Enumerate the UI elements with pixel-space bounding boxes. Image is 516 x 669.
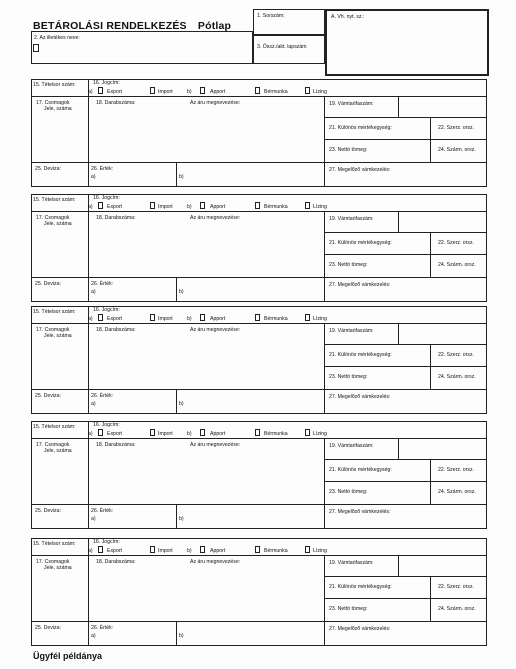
tetelszam-label: 15. Tételsor szám: bbox=[33, 82, 76, 88]
row-divider bbox=[31, 389, 487, 390]
row-divider bbox=[31, 504, 487, 505]
row-divider bbox=[324, 481, 487, 482]
szerz-label: 22. Szerz. orsz. bbox=[438, 240, 475, 246]
col-divider bbox=[176, 162, 177, 187]
col-divider bbox=[324, 504, 325, 529]
megelozo-label: 27. Megelőző vámkezelés: bbox=[329, 394, 391, 400]
ertek-label: 26. Érték: bbox=[91, 393, 114, 399]
netto-input[interactable] bbox=[326, 496, 428, 503]
netto-input[interactable] bbox=[326, 381, 428, 388]
ertek-a-input[interactable] bbox=[96, 515, 174, 528]
megelozo-input[interactable] bbox=[326, 289, 485, 301]
megnevezes-input[interactable] bbox=[90, 449, 322, 502]
col-divider bbox=[398, 96, 399, 117]
ertek-b-label: b) bbox=[179, 174, 184, 180]
row-divider bbox=[31, 162, 487, 163]
kulonos-input[interactable] bbox=[326, 247, 428, 253]
kulonos-input[interactable] bbox=[326, 359, 428, 365]
ertek-b-input[interactable] bbox=[186, 173, 322, 186]
col-divider bbox=[398, 438, 399, 459]
row-divider bbox=[324, 459, 487, 460]
ertek-a-label: a) bbox=[91, 516, 96, 522]
csomagok-input[interactable] bbox=[33, 572, 86, 619]
deviza-input[interactable] bbox=[33, 288, 86, 301]
kulonos-input[interactable] bbox=[326, 474, 428, 480]
vamtarifa-label: 19. Vámtarifaszám: bbox=[329, 328, 374, 334]
ertek-label: 26. Érték: bbox=[91, 281, 114, 287]
ertek-b-input[interactable] bbox=[186, 632, 322, 645]
apport-label: Apport bbox=[210, 431, 226, 437]
row-divider bbox=[324, 232, 487, 233]
col-divider bbox=[176, 389, 177, 414]
import-checkbox[interactable] bbox=[150, 429, 155, 436]
jogcim-label: 16. Jogcím: bbox=[93, 307, 120, 313]
col-divider bbox=[176, 277, 177, 302]
row-divider bbox=[324, 576, 487, 577]
szerz-label: 22. Szerz. orsz. bbox=[438, 584, 475, 590]
apport-label: Apport bbox=[210, 204, 226, 210]
col-divider bbox=[324, 621, 325, 646]
vamtarifa-label: 19. Vámtarifaszám: bbox=[329, 101, 374, 107]
netto-label: 23. Nettó tömeg: bbox=[329, 374, 368, 380]
vamtarifa-label: 19. Vámtarifaszám: bbox=[329, 216, 374, 222]
kulonos-label: 21. Különös mértékegység: bbox=[329, 584, 392, 590]
deviza-input[interactable] bbox=[33, 632, 86, 645]
csomagok-label: 17. Csomagok bbox=[36, 442, 70, 448]
megnevezes-label: Az áru megnevezése: bbox=[190, 327, 241, 333]
darabszama-label: 18. Darabszáma: bbox=[96, 327, 136, 333]
ertek-b-input[interactable] bbox=[186, 400, 322, 413]
col-divider bbox=[324, 211, 325, 277]
kulonos-label: 21. Különös mértékegység: bbox=[329, 352, 392, 358]
netto-label: 23. Nettó tömeg: bbox=[329, 606, 368, 612]
szarm-label: 24. Szárm. orsz. bbox=[438, 489, 476, 495]
netto-input[interactable] bbox=[326, 269, 428, 276]
csomagok-label: 17. Csomagok bbox=[36, 327, 70, 333]
vamtarifa-input[interactable] bbox=[400, 556, 485, 575]
ertek-a-input[interactable] bbox=[96, 632, 174, 645]
export-checkbox[interactable] bbox=[98, 314, 103, 321]
megelozo-input[interactable] bbox=[326, 401, 485, 413]
deviza-label: 25. Deviza: bbox=[35, 625, 61, 631]
csomagok-sublabel: Jele, száma bbox=[44, 565, 72, 571]
ertek-label: 26. Érték: bbox=[91, 625, 114, 631]
apport-label: Apport bbox=[210, 548, 226, 554]
csomagok-input[interactable] bbox=[33, 340, 86, 387]
jogcim-a-label: a) bbox=[88, 89, 93, 95]
lizing-label: Lízing bbox=[313, 316, 327, 322]
darabszama-label: 18. Darabszáma: bbox=[96, 100, 136, 106]
jogcim-label: 16. Jogcím: bbox=[93, 195, 120, 201]
deviza-input[interactable] bbox=[33, 400, 86, 413]
deviza-label: 25. Deviza: bbox=[35, 166, 61, 172]
lizing-label: Lízing bbox=[313, 89, 327, 95]
lizing-label: Lízing bbox=[313, 431, 327, 437]
export-label: Export bbox=[107, 431, 122, 437]
sorszam-label: 1. Sorszám: bbox=[257, 13, 285, 19]
col-divider bbox=[430, 459, 431, 504]
row-divider bbox=[324, 598, 487, 599]
ertek-b-label: b) bbox=[179, 401, 184, 407]
jogcim-label: 16. Jogcím: bbox=[93, 539, 120, 545]
netto-label: 23. Nettó tömeg: bbox=[329, 262, 368, 268]
vh-label: A. Vh. nyt. sz.: bbox=[331, 14, 365, 20]
form-title-text: BETÁROLÁSI RENDELKEZÉS bbox=[33, 20, 187, 32]
kulonos-label: 21. Különös mértékegység: bbox=[329, 467, 392, 473]
jogcim-b-label: b) bbox=[187, 548, 192, 554]
export-checkbox[interactable] bbox=[98, 429, 103, 436]
col-divider bbox=[88, 438, 89, 529]
ertek-b-input[interactable] bbox=[186, 515, 322, 528]
row-divider bbox=[324, 254, 487, 255]
megelozo-label: 27. Megelőző vámkezelés: bbox=[329, 509, 391, 515]
megnevezes-label: Az áru megnevezése: bbox=[190, 215, 241, 221]
deviza-input[interactable] bbox=[33, 515, 86, 528]
col-divider bbox=[430, 344, 431, 389]
col-divider bbox=[324, 323, 325, 389]
bermunka-checkbox[interactable] bbox=[255, 546, 260, 553]
bermunka-checkbox[interactable] bbox=[255, 87, 260, 94]
bermunka-checkbox[interactable] bbox=[255, 429, 260, 436]
ertek-b-label: b) bbox=[179, 633, 184, 639]
col-divider bbox=[88, 555, 89, 646]
col-divider bbox=[88, 323, 89, 414]
darabszama-label: 18. Darabszáma: bbox=[96, 215, 136, 221]
ertek-b-input[interactable] bbox=[186, 288, 322, 301]
col-divider bbox=[88, 96, 89, 187]
import-label: Import bbox=[158, 316, 173, 322]
ertek-a-label: a) bbox=[91, 174, 96, 180]
jogcim-a-label: a) bbox=[88, 548, 93, 554]
megnevezes-label: Az áru megnevezése: bbox=[190, 100, 241, 106]
col-divider bbox=[324, 162, 325, 187]
jogcim-label: 16. Jogcím: bbox=[93, 422, 120, 428]
col-divider bbox=[398, 323, 399, 344]
megnevezes-input[interactable] bbox=[90, 222, 322, 275]
export-label: Export bbox=[107, 316, 122, 322]
jogcim-label: 16. Jogcím: bbox=[93, 80, 120, 86]
lizing-label: Lízing bbox=[313, 548, 327, 554]
megelozo-input[interactable] bbox=[326, 516, 485, 528]
csomagok-sublabel: Jele, száma bbox=[44, 106, 72, 112]
vamtarifa-input[interactable] bbox=[400, 212, 485, 231]
kulonos-input[interactable] bbox=[326, 132, 428, 138]
deviza-label: 25. Deviza: bbox=[35, 281, 61, 287]
megelozo-input[interactable] bbox=[326, 174, 485, 186]
csomagok-label: 17. Csomagok bbox=[36, 559, 70, 565]
row-divider bbox=[324, 139, 487, 140]
szarm-label: 24. Szárm. orsz. bbox=[438, 606, 476, 612]
jogcim-b-label: b) bbox=[187, 204, 192, 210]
jogcim-a-label: a) bbox=[88, 431, 93, 437]
netto-input[interactable] bbox=[326, 154, 428, 161]
import-checkbox[interactable] bbox=[150, 546, 155, 553]
illetekes-label: 2. Az illetékes neve: bbox=[34, 35, 80, 41]
footer-label: Ügyfél példánya bbox=[33, 651, 103, 661]
row-divider bbox=[31, 621, 487, 622]
import-label: Import bbox=[158, 204, 173, 210]
szerz-label: 22. Szerz. orsz. bbox=[438, 352, 475, 358]
bermunka-label: Bérmunka bbox=[264, 204, 288, 210]
col-divider bbox=[430, 576, 431, 621]
ertek-a-label: a) bbox=[91, 289, 96, 295]
csomagok-input[interactable] bbox=[33, 455, 86, 502]
lizing-label: Lízing bbox=[313, 204, 327, 210]
col-divider bbox=[324, 277, 325, 302]
ertek-label: 26. Érték: bbox=[91, 166, 114, 172]
vamtarifa-input[interactable] bbox=[400, 324, 485, 343]
megnevezes-input[interactable] bbox=[90, 566, 322, 619]
darabszama-label: 18. Darabszáma: bbox=[96, 442, 136, 448]
megelozo-label: 27. Megelőző vámkezelés: bbox=[329, 282, 391, 288]
megnevezes-input[interactable] bbox=[90, 107, 322, 160]
jogcim-a-label: a) bbox=[88, 316, 93, 322]
ertek-b-label: b) bbox=[179, 289, 184, 295]
deviza-input[interactable] bbox=[33, 173, 86, 186]
bermunka-label: Bérmunka bbox=[264, 431, 288, 437]
apport-label: Apport bbox=[210, 316, 226, 322]
illetekes-checkbox[interactable] bbox=[33, 44, 39, 52]
lizing-checkbox[interactable] bbox=[305, 202, 310, 209]
apport-checkbox[interactable] bbox=[200, 429, 205, 436]
megnevezes-label: Az áru megnevezése: bbox=[190, 442, 241, 448]
col-divider bbox=[324, 555, 325, 621]
col-divider bbox=[398, 211, 399, 232]
deviza-label: 25. Deviza: bbox=[35, 393, 61, 399]
szarm-label: 24. Szárm. orsz. bbox=[438, 262, 476, 268]
import-checkbox[interactable] bbox=[150, 314, 155, 321]
csomagok-input[interactable] bbox=[33, 113, 86, 160]
szarm-label: 24. Szárm. orsz. bbox=[438, 374, 476, 380]
vamtarifa-label: 19. Vámtarifaszám: bbox=[329, 560, 374, 566]
netto-input[interactable] bbox=[326, 613, 428, 620]
szerz-label: 22. Szerz. orsz. bbox=[438, 467, 475, 473]
ertek-a-label: a) bbox=[91, 633, 96, 639]
import-label: Import bbox=[158, 89, 173, 95]
jogcim-b-label: b) bbox=[187, 89, 192, 95]
szarm-label: 24. Szárm. orsz. bbox=[438, 147, 476, 153]
netto-label: 23. Nettó tömeg: bbox=[329, 147, 368, 153]
col-divider bbox=[324, 96, 325, 162]
megnevezes-input[interactable] bbox=[90, 334, 322, 387]
csomagok-label: 17. Csomagok bbox=[36, 215, 70, 221]
vamtarifa-input[interactable] bbox=[400, 439, 485, 458]
export-checkbox[interactable] bbox=[98, 546, 103, 553]
form-subtitle: Pótlap bbox=[197, 20, 232, 32]
apport-checkbox[interactable] bbox=[200, 202, 205, 209]
lizing-checkbox[interactable] bbox=[305, 546, 310, 553]
col-divider bbox=[430, 117, 431, 162]
tetelszam-label: 15. Tételsor szám: bbox=[33, 424, 76, 430]
col-divider bbox=[398, 555, 399, 576]
apport-checkbox[interactable] bbox=[200, 87, 205, 94]
export-checkbox[interactable] bbox=[98, 87, 103, 94]
apport-label: Apport bbox=[210, 89, 226, 95]
vamtarifa-label: 19. Vámtarifaszám: bbox=[329, 443, 374, 449]
bermunka-label: Bérmunka bbox=[264, 548, 288, 554]
ertek-a-input[interactable] bbox=[96, 173, 174, 186]
csomagok-sublabel: Jele, száma bbox=[44, 448, 72, 454]
export-label: Export bbox=[107, 204, 122, 210]
tetelszam-label: 15. Tételsor szám: bbox=[33, 541, 76, 547]
jogcim-b-label: b) bbox=[187, 431, 192, 437]
csomagok-sublabel: Jele, száma bbox=[44, 333, 72, 339]
row-divider bbox=[324, 344, 487, 345]
bermunka-checkbox[interactable] bbox=[255, 202, 260, 209]
jogcim-a-label: a) bbox=[88, 204, 93, 210]
apport-checkbox[interactable] bbox=[200, 546, 205, 553]
export-checkbox[interactable] bbox=[98, 202, 103, 209]
col-divider bbox=[176, 504, 177, 529]
megelozo-label: 27. Megelőző vámkezelés: bbox=[329, 626, 391, 632]
ertek-label: 26. Érték: bbox=[91, 508, 114, 514]
tetelszam-label: 15. Tételsor szám: bbox=[33, 309, 76, 315]
csomagok-sublabel: Jele, száma bbox=[44, 221, 72, 227]
kulonos-input[interactable] bbox=[326, 591, 428, 597]
ertek-b-label: b) bbox=[179, 516, 184, 522]
megelozo-input[interactable] bbox=[326, 633, 485, 645]
lizing-checkbox[interactable] bbox=[305, 87, 310, 94]
osszlap-label: 3. Össz./akt. lapszám bbox=[257, 44, 307, 50]
jogcim-b-label: b) bbox=[187, 316, 192, 322]
netto-label: 23. Nettó tömeg: bbox=[329, 489, 368, 495]
import-label: Import bbox=[158, 548, 173, 554]
apport-checkbox[interactable] bbox=[200, 314, 205, 321]
deviza-label: 25. Deviza: bbox=[35, 508, 61, 514]
tetelszam-label: 15. Tételsor szám: bbox=[33, 197, 76, 203]
import-checkbox[interactable] bbox=[150, 202, 155, 209]
col-divider bbox=[176, 621, 177, 646]
darabszama-label: 18. Darabszáma: bbox=[96, 559, 136, 565]
bermunka-label: Bérmunka bbox=[264, 89, 288, 95]
row-divider bbox=[324, 117, 487, 118]
megnevezes-label: Az áru megnevezése: bbox=[190, 559, 241, 565]
bermunka-label: Bérmunka bbox=[264, 316, 288, 322]
col-divider bbox=[430, 232, 431, 277]
ertek-a-input[interactable] bbox=[96, 288, 174, 301]
col-divider bbox=[88, 211, 89, 302]
ertek-a-input[interactable] bbox=[96, 400, 174, 413]
csomagok-label: 17. Csomagok bbox=[36, 100, 70, 106]
szerz-label: 22. Szerz. orsz. bbox=[438, 125, 475, 131]
kulonos-label: 21. Különös mértékegység: bbox=[329, 240, 392, 246]
kulonos-label: 21. Különös mértékegység: bbox=[329, 125, 392, 131]
export-label: Export bbox=[107, 548, 122, 554]
export-label: Export bbox=[107, 89, 122, 95]
lizing-checkbox[interactable] bbox=[305, 429, 310, 436]
import-label: Import bbox=[158, 431, 173, 437]
bermunka-checkbox[interactable] bbox=[255, 314, 260, 321]
vamtarifa-input[interactable] bbox=[400, 97, 485, 116]
import-checkbox[interactable] bbox=[150, 87, 155, 94]
csomagok-input[interactable] bbox=[33, 228, 86, 275]
lizing-checkbox[interactable] bbox=[305, 314, 310, 321]
row-divider bbox=[31, 277, 487, 278]
col-divider bbox=[324, 389, 325, 414]
col-divider bbox=[324, 438, 325, 504]
ertek-a-label: a) bbox=[91, 401, 96, 407]
megelozo-label: 27. Megelőző vámkezelés: bbox=[329, 167, 391, 173]
row-divider bbox=[324, 366, 487, 367]
